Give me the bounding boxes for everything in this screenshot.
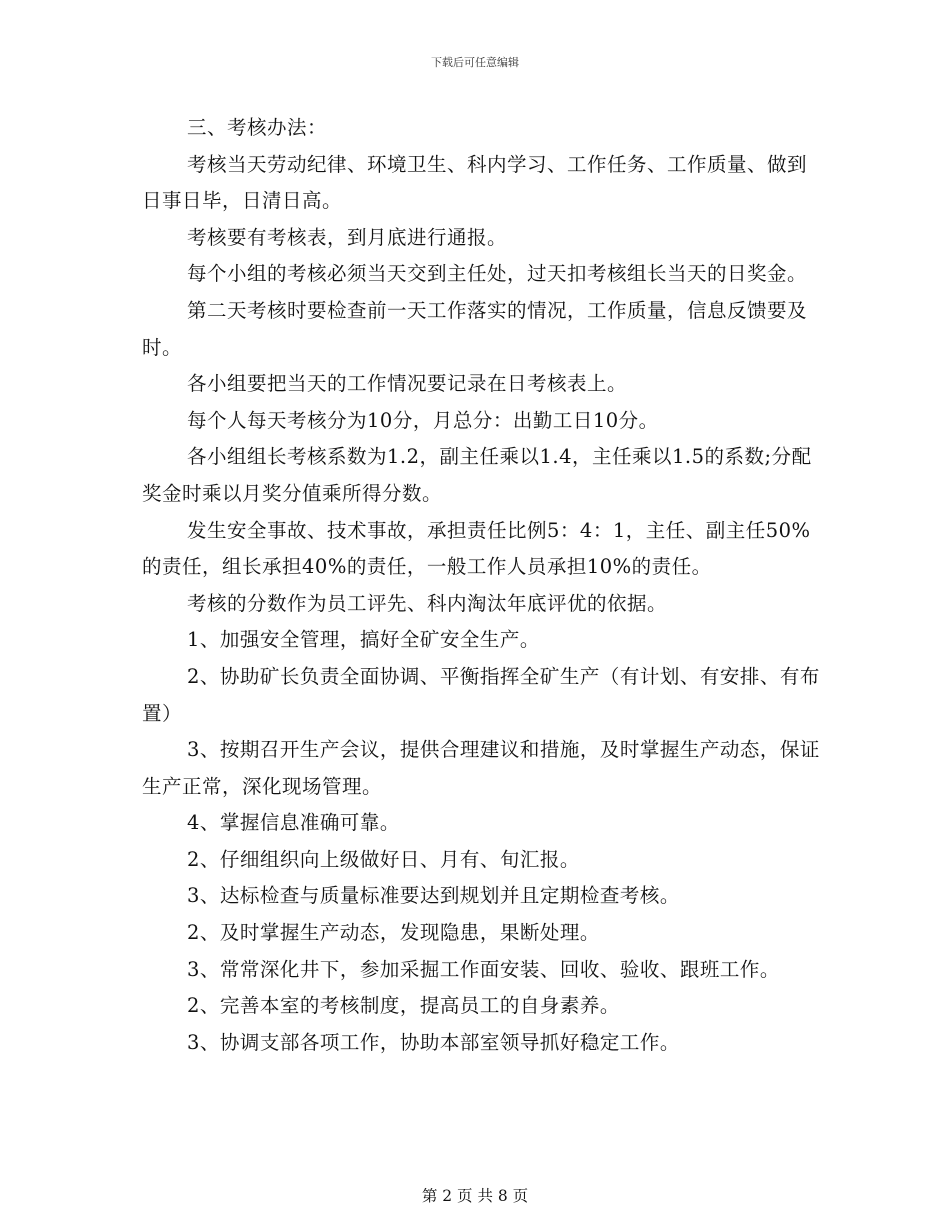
paragraph: 4、掌握信息准确可靠。 (187, 811, 400, 835)
document-body (142, 110, 822, 1061)
paragraph: 各小组要把当天的工作情况要记录在日考核表上。 (187, 372, 628, 396)
paragraph: 1、加强安全管理，搞好全矿安全生产。 (187, 628, 540, 652)
paragraph: 考核的分数作为员工评先、科内淘汰年底评优的依据。 (187, 591, 668, 615)
paragraph: 发生安全事故、技术事故，承担责任比例5：4：1，主任、副主任50%的责任，组长承担40%的责任，一般工作人员承担10%的责任。 (142, 518, 811, 579)
paragraph: 2、及时掌握生产动态，发现隐患，果断处理。 (187, 921, 600, 945)
page-number-footer: 第 2 页 共 8 页 (421, 1187, 529, 1205)
paragraph: 考核当天劳动纪律、环境卫生、科内学习、工作任务、工作质量、做到日事日毕，日清日高。 (142, 152, 808, 213)
paragraph: 2、协助矿长负责全面协调、平衡指挥全矿生产（有计划、有安排、有布置） (142, 664, 820, 725)
paragraph: 考核要有考核表，到月底进行通报。 (187, 225, 508, 249)
paragraph: 3、常常深化井下，参加采掘工作面安装、回收、验收、跟班工作。 (187, 957, 780, 981)
paragraph: 每个小组的考核必须当天交到主任处，过天扣考核组长当天的日奖金。 (187, 262, 808, 286)
paragraph: 3、按期召开生产会议，提供合理建议和措施，及时掌握生产动态，保证生产正常，深化现场管理。 (142, 738, 820, 798)
paragraph: 三、考核办法： (187, 116, 328, 139)
paragraph: 各小组组长考核系数为1.2，副主任乘以1.4，主任乘以1.5的系数;分配奖金时乘以月奖分值乘所得分数。 (142, 445, 812, 505)
paragraph: 第二天考核时要检查前一天工作落实的情况，工作质量，信息反馈要及时。 (142, 298, 808, 359)
paragraph: 3、协调支部各项工作，协助本部室领导抓好稳定工作。 (187, 1030, 680, 1054)
paragraph: 3、达标检查与质量标准要达到规划并且定期检查考核。 (187, 884, 680, 908)
paragraph: 每个人每天考核分为10分，月总分：出勤工日10分。 (187, 408, 659, 432)
page-header: 下载后可任意编辑 (431, 56, 519, 69)
paragraph: 2、仔细组织向上级做好日、月有、旬汇报。 (187, 847, 580, 871)
paragraph: 2、完善本室的考核制度，提高员工的自身素养。 (187, 994, 620, 1018)
